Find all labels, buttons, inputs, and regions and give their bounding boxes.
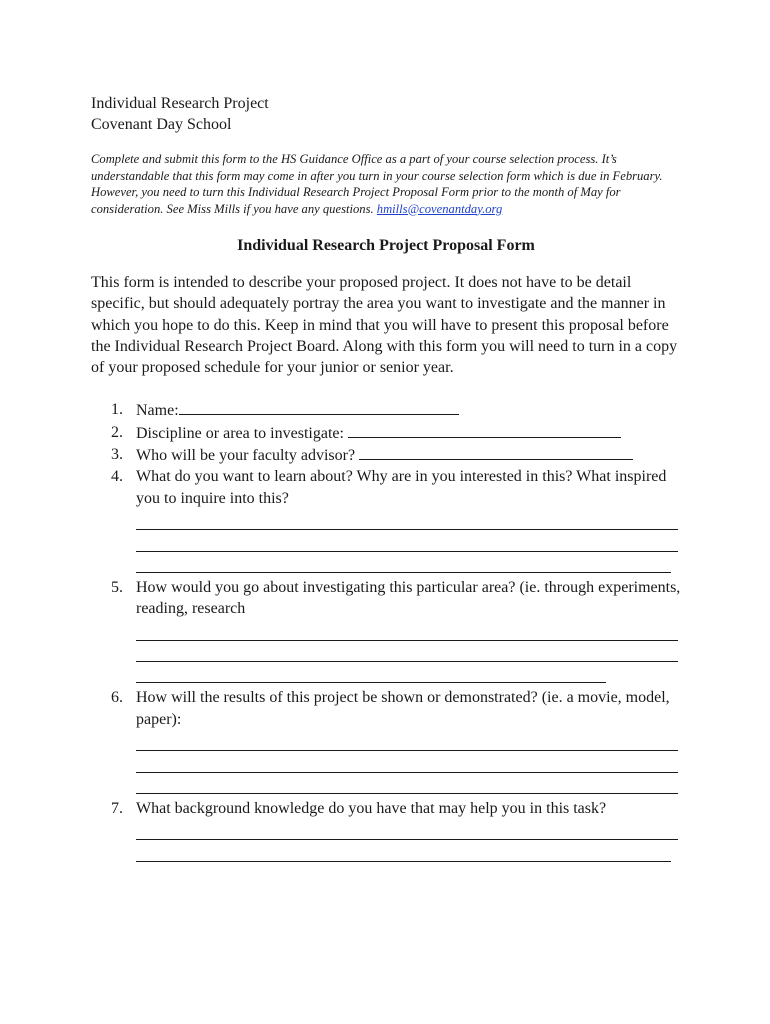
- question-number: 5.: [111, 578, 123, 596]
- question-number: 4.: [111, 468, 123, 486]
- answer-line[interactable]: [136, 819, 678, 840]
- faculty-advisor-field[interactable]: [359, 444, 633, 460]
- question-number: 6.: [111, 689, 123, 707]
- question-label: How will the results of this project be shown or demonstrated? (ie. a movie, model, paper):: [136, 689, 670, 728]
- question-number: 7.: [111, 799, 123, 817]
- question-label: Who will be your faculty advisor?: [136, 447, 356, 465]
- question-number: 1.: [111, 401, 123, 419]
- answer-line[interactable]: [136, 552, 671, 573]
- intro-paragraph: [91, 151, 681, 217]
- purpose-paragraph: This form is intended to describe your proposed project. It does not have to be detail specific, but should adequately portray the area you want to investigate and the manner in which you hope to do this. Keep in mind that you will have to present this proposal before the Individual Research Project Board. Along with this form you will need to turn in a copy of your proposed schedule for your junior or senior year.: [91, 274, 678, 377]
- question-label: What do you want to learn about? Why are in you interested in this? What inspired you to inquire into this?: [136, 468, 667, 507]
- question-label: How would you go about investigating this particular area? (ie. through experiments, reading, research: [136, 578, 681, 618]
- answer-line[interactable]: [136, 641, 678, 662]
- email-link[interactable]: hmills@covenantday.org: [376, 201, 503, 216]
- question-item: [91, 422, 681, 444]
- answer-line[interactable]: [136, 619, 678, 640]
- project-title: Individual Research Project: [91, 95, 269, 112]
- question-list: [91, 399, 681, 861]
- answer-line[interactable]: [136, 773, 678, 794]
- answer-line[interactable]: [136, 662, 606, 683]
- answer-line[interactable]: [136, 530, 678, 551]
- answer-line[interactable]: [136, 751, 678, 772]
- question-item: [91, 466, 681, 572]
- intro-text: Complete and submit this form to the HS Guidance Office as a part of your course selection process. It’s understandable that this form may come in after you turn in your course selection form which is due in February. However, you need to turn this Individual Research Project Proposal Form prior to the month of May for consideration. See Miss Mills if you have any questions.: [91, 152, 663, 216]
- question-item: [91, 798, 681, 862]
- form-title: Individual Research Project Proposal Form: [237, 237, 535, 254]
- answer-line[interactable]: [136, 730, 678, 751]
- question-number: 3.: [111, 446, 123, 464]
- discipline-field[interactable]: [348, 422, 621, 438]
- question-item: [91, 444, 681, 466]
- question-item: [91, 577, 681, 683]
- document-page: [91, 93, 681, 862]
- school-name: Covenant Day School: [91, 116, 232, 133]
- question-item: [91, 687, 681, 793]
- question-number: 2.: [111, 423, 123, 441]
- question-label: What background knowledge do you have that may help you in this task?: [136, 799, 607, 817]
- answer-line[interactable]: [136, 509, 678, 530]
- question-label: Discipline or area to investigate:: [136, 424, 344, 442]
- question-label: Name:: [136, 402, 179, 420]
- name-field[interactable]: [179, 399, 459, 415]
- answer-line[interactable]: [136, 840, 671, 861]
- question-item: [91, 399, 681, 421]
